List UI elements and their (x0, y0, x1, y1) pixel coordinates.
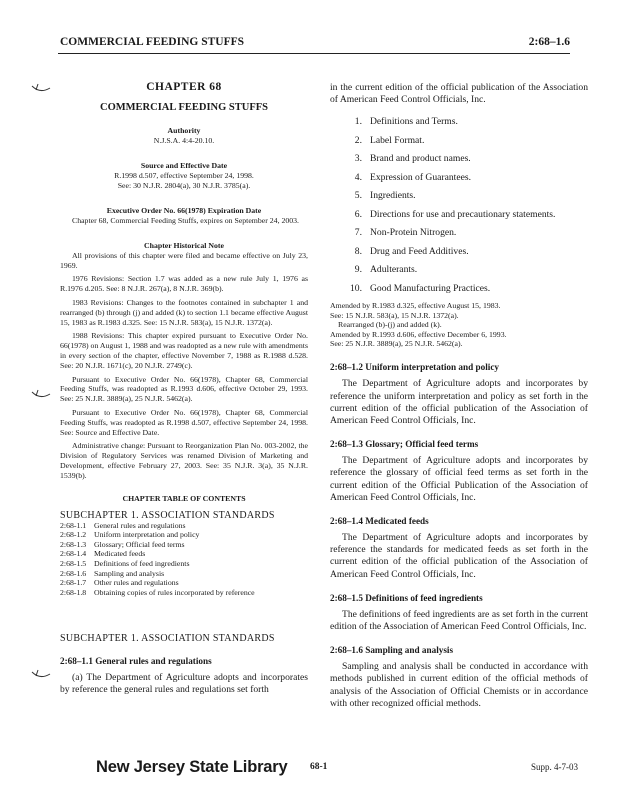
amendment-line: See: 25 N.J.R. 3889(a), 25 N.J.R. 5462(a). (330, 339, 463, 349)
section-text: The Department of Agriculture adopts and incorporates by reference the glossary of official feed terms as set forth in the current edition of the Official Publication of the Association of American Feed Control Officials, Inc. (330, 455, 588, 503)
list-item (330, 246, 588, 258)
list-item (330, 283, 588, 295)
historical-note: 1988 Revisions: This chapter expired pursuant to Executive Order No. 66(1978) on August 1, 1988 and was readopted as a new rule with amendments in every section of the chapter, effective November 7, 1988 as R.1988 d.528. See: 20 N.J.R. 1671(c), 20 N.J.R. 2749(c). (60, 331, 308, 370)
toc-entry (60, 559, 308, 569)
list-text: Adulterants. (370, 264, 418, 276)
section-heading: 2:68–1.6 Sampling and analysis (330, 645, 454, 656)
list-item (330, 190, 588, 202)
toc-title: Glossary; Official feed terms (94, 539, 185, 549)
source-line: R.1998 d.507, effective September 24, 1998. (114, 171, 254, 180)
toc-title: Uniform interpretation and policy (94, 530, 200, 540)
toc-title: Other rules and regulations (94, 578, 179, 588)
margin-mark (30, 82, 54, 96)
section-text: The definitions of feed ingredients are as set forth in the current edition of the Association of American Feed Control Officials, Inc. (330, 608, 588, 633)
source-heading: Source and Effective Date (140, 161, 228, 170)
standards-list (330, 116, 588, 295)
right-column (330, 82, 588, 710)
executive-order-text: Chapter 68, Commercial Feeding Stuffs, expires on September 24, 2003. (72, 216, 300, 225)
section-heading: 2:68–1.2 Uniform interpretation and policy (330, 362, 500, 373)
left-column (60, 82, 308, 697)
list-number: 9. (354, 264, 362, 276)
amendment-line: Amended by R.1983 d.325, effective August 15, 1983. (330, 301, 501, 311)
page-header (58, 36, 570, 54)
list-text: Drug and Feed Additives. (370, 245, 469, 257)
list-number: 3. (354, 153, 362, 165)
list-number: 6. (354, 208, 362, 220)
list-number: 8. (354, 245, 362, 257)
chapter-number: CHAPTER 68 (146, 81, 222, 93)
toc-number: 2:68-1.1 (60, 520, 87, 530)
amendment-line: Rearranged (b)-(j) and added (k). (338, 320, 442, 330)
toc-heading: CHAPTER TABLE OF CONTENTS (122, 493, 246, 503)
toc-entry (60, 530, 308, 540)
list-item (330, 116, 588, 128)
list-item (330, 153, 588, 165)
section-text: Sampling and analysis shall be conducted in accordance with methods published in current edition of the official methods of analysis of the Association of Official Chemists or in accordance with other recognized official methods. (330, 661, 588, 709)
supplement-date: Supp. 4-7-03 (531, 762, 578, 772)
toc-number: 2:68-1.3 (60, 539, 87, 549)
historical-note: 1976 Revisions: Section 1.7 was added as a new rule July 1, 1976 as R.1976 d.205. See: 8 N.J.R. 267(a), 8 N.J.R. 369(b). (60, 274, 308, 294)
section-text: The Department of Agriculture adopts and incorporates by reference the standards for medicated feeds as set forth in the current edition of the official publication of the Association of American Feed Control Officials, Inc. (330, 532, 588, 580)
amendment-line: Amended by R.1993 d.606, effective December 6, 1993. (330, 329, 507, 339)
executive-order-heading: Executive Order No. 66(1978) Expiration Date (106, 206, 262, 215)
amendment-notes (330, 301, 588, 348)
page-number: 68-1 (310, 762, 328, 772)
toc-subchapter: SUBCHAPTER 1. ASSOCIATION STANDARDS (60, 509, 275, 521)
list-text: Good Manufacturing Practices. (370, 282, 491, 294)
running-title: COMMERCIAL FEEDING STUFFS (60, 36, 245, 48)
list-number: 7. (354, 227, 362, 239)
toc-entry (60, 549, 308, 559)
list-text: Label Format. (370, 134, 425, 146)
toc-number: 2:68-1.4 (60, 549, 87, 559)
toc-number: 2:68-1.2 (60, 530, 87, 540)
list-number: 5. (354, 190, 362, 202)
historical-note: All provisions of this chapter were filed and became effective on July 23, 1969. (60, 250, 308, 270)
subchapter-heading: SUBCHAPTER 1. ASSOCIATION STANDARDS (60, 633, 275, 645)
toc-number: 2:68-1.8 (60, 587, 87, 597)
historical-note: Pursuant to Executive Order No. 66(1978), Chapter 68, Commercial Feeding Stuffs, was readopted as R.1998 d.507, effective September 24, 1998. See: Source and Effective Date. (60, 407, 308, 437)
historical-note-heading: Chapter Historical Note (144, 240, 224, 250)
section-text: (a) The Department of Agriculture adopts and incorporates by reference the general rules and regulations set forth (60, 672, 308, 696)
list-number: 2. (354, 134, 362, 146)
toc-entry (60, 569, 308, 579)
toc-title: Sampling and analysis (94, 568, 165, 578)
list-item (330, 227, 588, 239)
toc-entry (60, 578, 308, 588)
list-number: 10. (350, 282, 362, 294)
source-line: See: 30 N.J.R. 2804(a), 30 N.J.R. 3785(a). (117, 181, 251, 190)
section-heading: 2:68–1.3 Glossary; Official feed terms (330, 439, 479, 450)
toc-number: 2:68-1.6 (60, 568, 87, 578)
historical-note: 1983 Revisions: Changes to the footnotes contained in subchapter 1 and rearranged (b) through (j) and added (k) to section 1.1 became effective August 15, 1983 as R.1983 d.325. See: 15 N.J.R. 583(a), 15 N.J.R. 1372(a). (60, 297, 308, 327)
section-heading: 2:68–1.4 Medicated feeds (330, 516, 429, 527)
toc-entry (60, 540, 308, 550)
historical-note: Administrative change: Pursuant to Reorganization Plan No. 003-2002, the Division of Regulatory Services was renamed Division of Marketing and Development, effective February 27, 2003. See: 35 N.J.R. 3(a), 35 N.J.R. 1539(b). (60, 441, 308, 480)
toc-title: Obtaining copies of rules incorporated by reference (94, 587, 255, 597)
amendment-line: See: 15 N.J.R. 583(a), 15 N.J.R. 1372(a). (330, 310, 459, 320)
authority-text: N.J.S.A. 4:4-20.10. (153, 136, 215, 145)
list-number: 4. (354, 171, 362, 183)
list-text: Directions for use and precautionary statements. (370, 208, 556, 220)
toc-number: 2:68-1.5 (60, 558, 87, 568)
section-range: 2:68–1.6 (528, 36, 570, 48)
list-item (330, 135, 588, 147)
authority-heading: Authority (167, 126, 201, 135)
toc-title: Definitions of feed ingredients (94, 558, 190, 568)
list-item (330, 209, 588, 221)
toc-entry (60, 588, 308, 598)
list-item (330, 172, 588, 184)
list-text: Expression of Guarantees. (370, 171, 471, 183)
continued-text: in the current edition of the official publication of the Association of American Feed Control Officials, Inc. (330, 82, 588, 106)
library-stamp: New Jersey State Library (96, 758, 288, 776)
list-text: Definitions and Terms. (370, 116, 458, 128)
list-text: Brand and product names. (370, 153, 471, 165)
margin-mark (30, 388, 54, 402)
list-text: Non-Protein Nitrogen. (370, 227, 457, 239)
section-heading: 2:68–1.5 Definitions of feed ingredients (330, 592, 483, 603)
toc-title: Medicated feeds (94, 549, 146, 559)
margin-mark (30, 668, 54, 682)
list-item (330, 264, 588, 276)
toc-title: General rules and regulations (94, 520, 186, 530)
list-number: 1. (354, 116, 362, 128)
section-text: The Department of Agriculture adopts and incorporates by reference the uniform interpretation and policy as set forth in the current edition of the official publication of the Association of American Feed Control Officials, Inc. (330, 378, 588, 427)
section-heading: 2:68–1.1 General rules and regulations (60, 656, 212, 667)
toc-entry (60, 521, 308, 531)
list-text: Ingredients. (370, 190, 416, 202)
chapter-title: COMMERCIAL FEEDING STUFFS (99, 102, 268, 113)
historical-note: Pursuant to Executive Order No. 66(1978), Chapter 68, Commercial Feeding Stuffs, was readopted as R.1993 d.606, effective October 29, 1993. See: 25 N.J.R. 3889(a), 25 N.J.R. 5462(a). (60, 374, 308, 404)
toc-list (60, 521, 308, 598)
toc-number: 2:68-1.7 (60, 578, 87, 588)
